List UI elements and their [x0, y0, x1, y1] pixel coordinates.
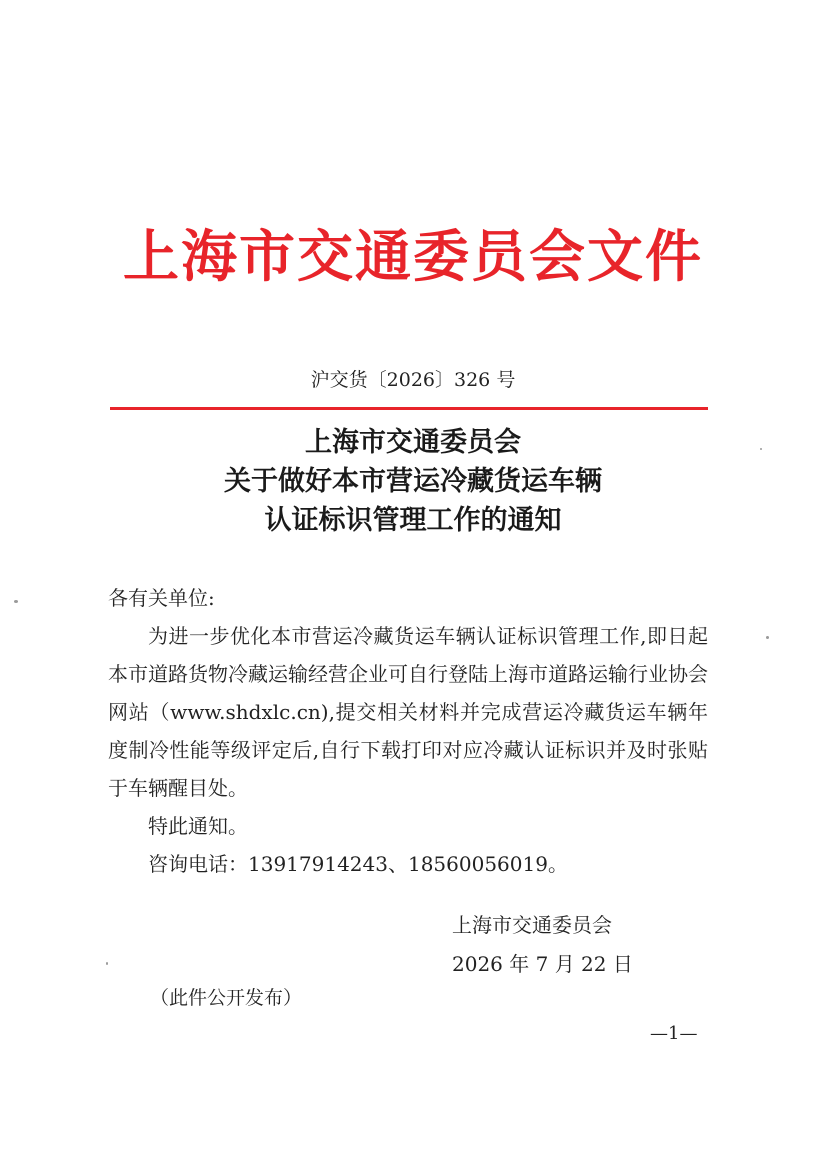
- body-paragraph-contact: 咨询电话：13917914243、18560056019。: [148, 852, 568, 876]
- masthead-title: 上海市交通委员会文件: [123, 224, 703, 290]
- signature-date: 2026 年 7 月 22 日: [452, 952, 633, 976]
- notice-body: [108, 579, 708, 883]
- notice-title-line-2: 关于做好本市营运冷藏货运车辆: [224, 466, 602, 497]
- page-number: —1—: [650, 1023, 698, 1044]
- notice-title-line-3: 认证标识管理工作的通知: [264, 505, 562, 536]
- notice-title-line-1: 上海市交通委员会: [305, 427, 521, 458]
- signature-organization: 上海市交通委员会: [452, 913, 612, 937]
- body-paragraph-closing: 特此通知。: [148, 814, 248, 838]
- salutation: 各有关单位:: [108, 586, 215, 610]
- scan-speck: [766, 636, 769, 639]
- body-paragraph-main: 为进一步优化本市营运冷藏货运车辆认证标识管理工作,即日起本市道路货物冷藏运输经营企业可自行登陆上海市道路运输行业协会网站（www.shdxlc.cn),提交相关材料并完成营运冷藏货运车辆年度制冷性能等级评定后,自行下载打印对应冷藏认证标识并及时张贴于车辆醒目处。: [108, 624, 708, 800]
- red-divider-line: [110, 407, 708, 410]
- document-number: 沪交货〔2026〕326 号: [310, 369, 516, 391]
- release-note: （此件公开发布）: [150, 987, 303, 1009]
- scan-speck: [106, 962, 108, 965]
- scan-speck: [760, 448, 762, 450]
- scan-speck: [14, 600, 18, 603]
